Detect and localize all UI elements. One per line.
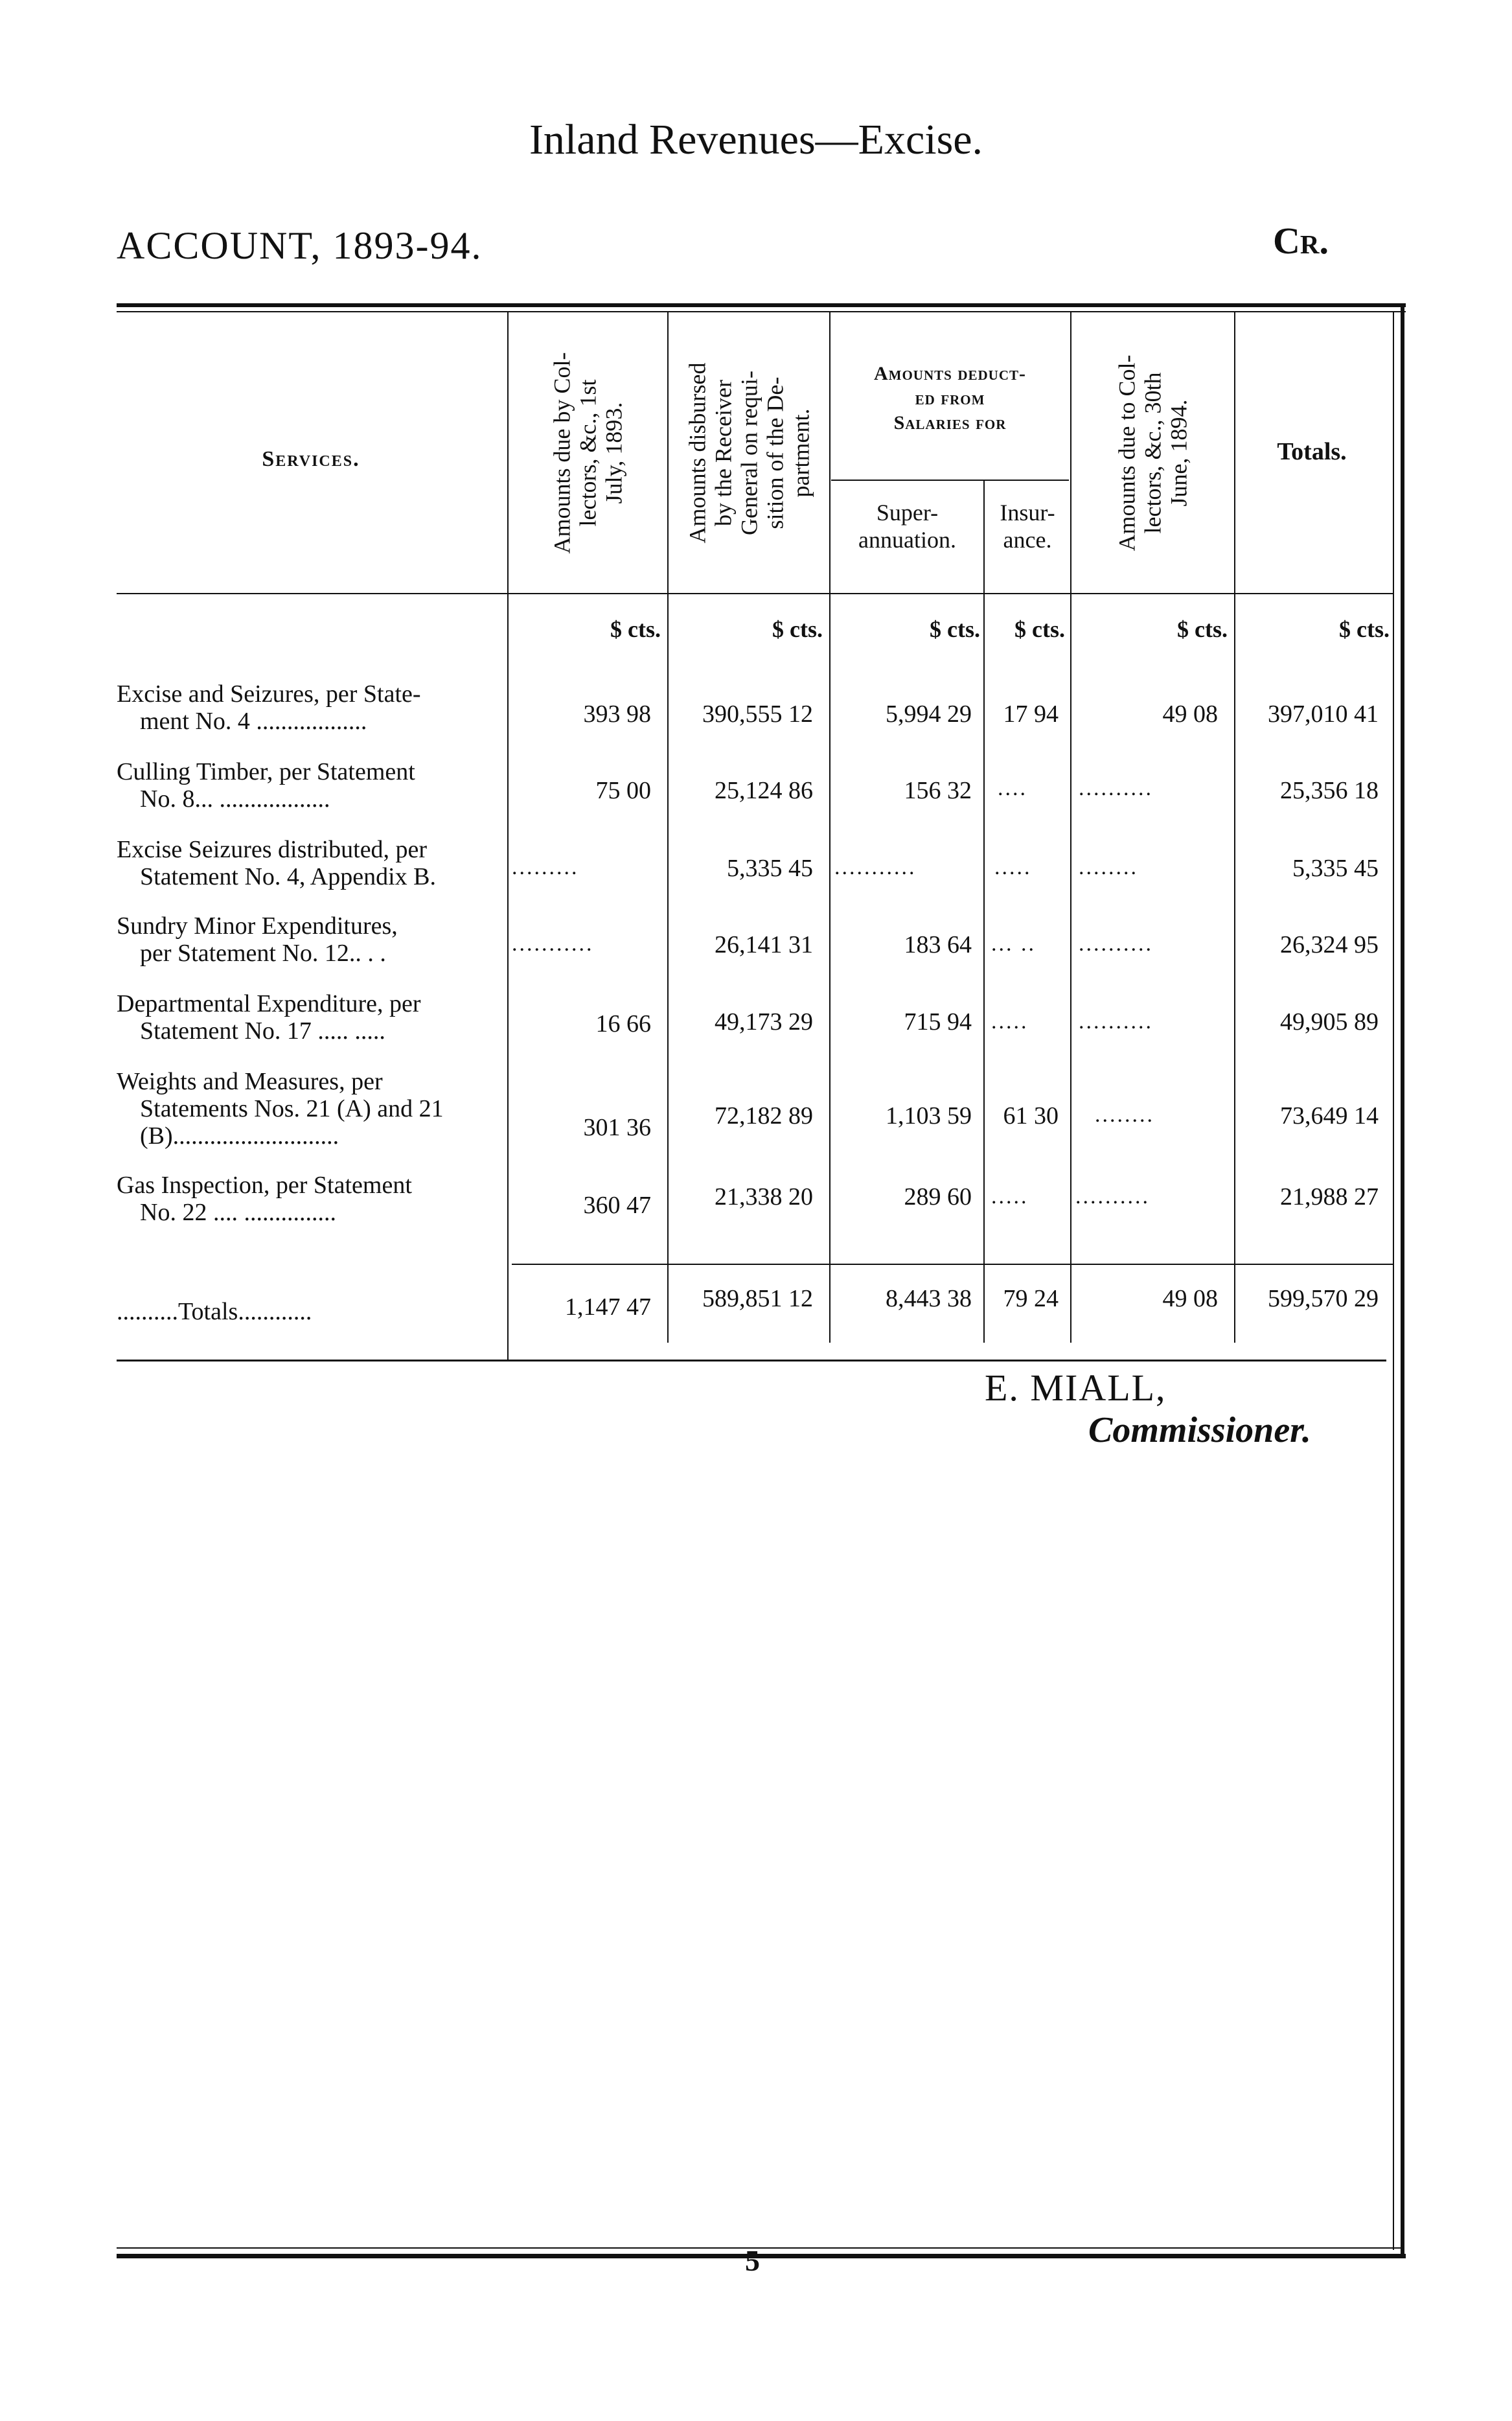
cell-due-by: 360 47: [583, 1192, 651, 1219]
frame-right-inner: [1393, 312, 1394, 2250]
header-due-to-collectors-text: Amounts due to Col- lectors, &c., 30th June, 1894.: [1114, 354, 1192, 551]
cell-disbursed: 25,124 86: [715, 777, 813, 804]
cell-insur: .....: [994, 855, 1032, 879]
cell-super: 289 60: [904, 1183, 972, 1210]
cell-disbursed: 49,173 29: [715, 1008, 813, 1036]
cell-due-by: 75 00: [595, 777, 651, 804]
header-superannuation: Super- annuation.: [858, 500, 956, 553]
cell-disbursed: 72,182 89: [715, 1102, 813, 1129]
header-disbursed-text: Amounts disbursed by the Receiver General on requi- sition of the De- partment.: [684, 362, 814, 543]
total-super: 8,443 38: [886, 1285, 972, 1312]
table-row-service: [117, 1068, 505, 1150]
service-line1: Weights and Measures, per: [117, 1068, 383, 1095]
cell-disbursed: 5,335 45: [727, 855, 813, 882]
cell-super: 1,103 59: [886, 1102, 972, 1129]
frame-right-outer: [1401, 303, 1404, 2257]
cell-total: 26,324 95: [1280, 931, 1379, 958]
unit-totals: $ cts.: [1339, 616, 1390, 642]
service-line1: Gas Inspection, per Statement: [117, 1172, 412, 1199]
service-line1: Culling Timber, per Statement: [117, 758, 415, 785]
cell-insur: .....: [991, 1010, 1029, 1034]
cell-super: ...........: [834, 855, 917, 879]
service-line1: Excise and Seizures, per State-: [117, 680, 421, 708]
frame-bottom-rule: [117, 2254, 1406, 2258]
unit-insur: $ cts.: [1014, 616, 1065, 642]
service-line2: No. 22 .... ...............: [140, 1199, 336, 1226]
totals-top-rule: [512, 1264, 1393, 1265]
cell-total: 73,649 14: [1280, 1102, 1379, 1129]
cell-disbursed: 26,141 31: [715, 931, 813, 958]
cell-disbursed: 21,338 20: [715, 1183, 813, 1210]
header-insurance: Insur- ance.: [1000, 500, 1055, 553]
cell-due-to: ........: [1079, 855, 1138, 879]
table-row-service: [117, 680, 505, 735]
cell-due-to: ..........: [1079, 1010, 1153, 1034]
table-bottom-rule: [117, 1360, 1386, 1361]
service-line3: (B)...........................: [140, 1122, 339, 1150]
cell-due-to: ........: [1095, 1103, 1154, 1127]
cell-total: 25,356 18: [1280, 777, 1379, 804]
table-row-service: [117, 912, 505, 967]
header-amounts-deducted: Amounts deduct- ed from Salaries for: [873, 363, 1026, 434]
unit-due-by: $ cts.: [610, 616, 661, 642]
cell-due-by: .........: [512, 855, 579, 879]
cell-insur: ... ..: [991, 932, 1036, 956]
header-due-by-collectors-text: Amounts due by Col- lectors, &c., 1st July, 1893.: [549, 352, 627, 553]
cell-total: 5,335 45: [1292, 855, 1379, 882]
service-line2: No. 8... ..................: [140, 785, 330, 813]
unit-due-to: $ cts.: [1177, 616, 1228, 642]
col-divider-3: [829, 312, 830, 1343]
unit-disbursed: $ cts.: [772, 616, 823, 642]
cell-insur: .....: [991, 1185, 1029, 1209]
header-services: Services.: [262, 447, 360, 471]
totals-label: ..........Totals............: [117, 1298, 312, 1325]
col-divider-4: [983, 481, 985, 1343]
cell-total: 49,905 89: [1280, 1008, 1379, 1036]
table-row-service: [117, 990, 505, 1045]
cell-super: 156 32: [904, 777, 972, 804]
account-heading: ACCOUNT, 1893-94.: [117, 224, 483, 267]
cell-super: 5,994 29: [886, 701, 972, 728]
unit-super: $ cts.: [930, 616, 980, 642]
cell-due-by: 16 66: [595, 1010, 651, 1037]
cell-total: 397,010 41: [1268, 701, 1379, 728]
cell-total: 21,988 27: [1280, 1183, 1379, 1210]
header-due-by-collectors: [509, 312, 667, 593]
page-title: Inland Revenues—Excise.: [529, 116, 983, 163]
service-line1: Departmental Expenditure, per: [117, 990, 421, 1017]
cell-super: 715 94: [904, 1008, 972, 1036]
cell-super: 183 64: [904, 931, 972, 958]
cell-disbursed: 390,555 12: [702, 701, 813, 728]
header-totals: Totals.: [1277, 438, 1347, 465]
table-row-service: [117, 758, 505, 813]
service-line2: ment No. 4 ..................: [140, 708, 367, 735]
cell-due-by: ...........: [512, 932, 594, 956]
service-line1: Excise Seizures distributed, per: [117, 836, 428, 863]
header-bottom-rule: [117, 593, 1393, 594]
total-due-by: 1,147 47: [565, 1293, 651, 1321]
service-line2: Statement No. 4, Appendix B.: [140, 863, 437, 890]
cell-insur: 17 94: [1003, 701, 1059, 728]
total-disbursed: 589,851 12: [702, 1285, 813, 1312]
deduct-sub-rule: [831, 480, 1069, 481]
credit-side-label: Cr.: [1273, 220, 1329, 262]
table-top-rule: [117, 303, 1406, 307]
service-line1: Sundry Minor Expenditures,: [117, 912, 398, 940]
cell-due-by: 393 98: [583, 701, 651, 728]
col-divider-6: [1234, 312, 1235, 1343]
signature-title: Commissioner.: [1088, 1410, 1311, 1450]
cell-due-to: ..........: [1079, 932, 1153, 956]
service-line2: per Statement No. 12.. . .: [140, 940, 386, 967]
cell-due-to: ..........: [1079, 776, 1153, 800]
table-row-service: [117, 836, 505, 890]
cell-due-to: 49 08: [1162, 701, 1218, 728]
cell-insur: 61 30: [1003, 1102, 1059, 1129]
header-disbursed: [669, 312, 829, 593]
service-line2: Statements Nos. 21 (A) and 21: [140, 1095, 444, 1122]
service-line2: Statement No. 17 ..... .....: [140, 1017, 385, 1045]
total-grand: 599,570 29: [1268, 1285, 1379, 1312]
signature-name: E. MIALL,: [985, 1367, 1167, 1409]
header-due-to-collectors: [1071, 312, 1234, 593]
page-number: 5: [745, 2244, 760, 2277]
cell-insur: ....: [998, 776, 1027, 800]
cell-due-by: 301 36: [583, 1114, 651, 1141]
total-due-to: 49 08: [1162, 1285, 1218, 1312]
table-row-service: [117, 1172, 505, 1226]
total-insur: 79 24: [1003, 1285, 1059, 1312]
cell-due-to: ..........: [1075, 1185, 1150, 1209]
